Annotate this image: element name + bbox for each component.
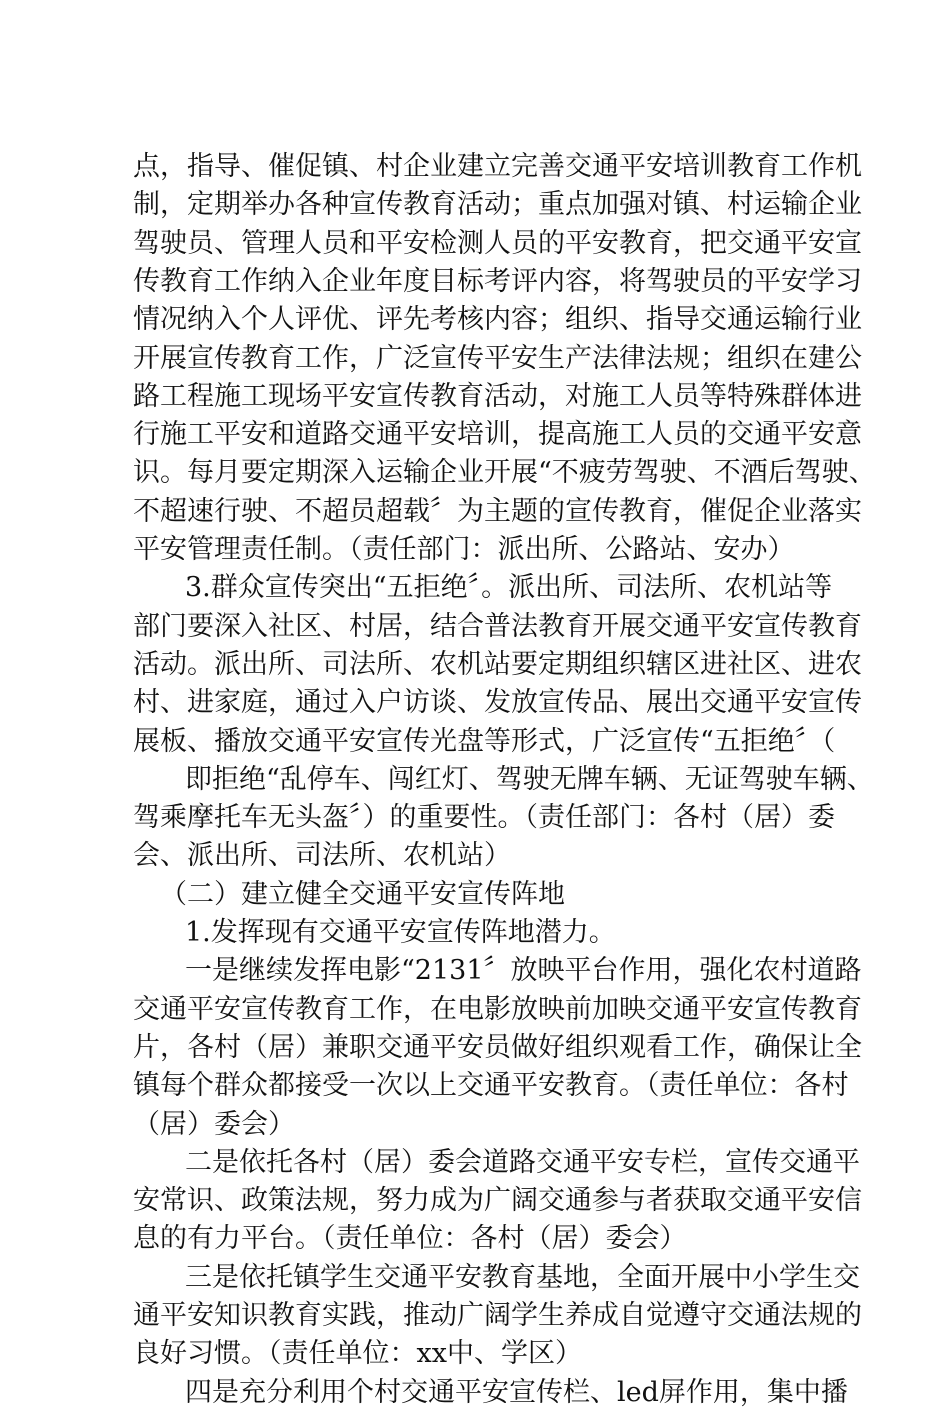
text-line: 三是依托镇学生交通平安教育基地，全面开展中小学生交: [185, 1261, 860, 1293]
text-line: 3.群众宣传突出“五拒绝〞。派出所、司法所、农机站等: [185, 572, 833, 604]
text-line: 通平安知识教育实践，推动广阔学生养成自觉遵守交通法规的: [133, 1300, 862, 1331]
section-heading: （二）建立健全交通平安宣传阵地: [160, 878, 565, 910]
text-line: 展板、播放交通平安宣传光盘等形式，广泛宣传“五拒绝〞（: [133, 725, 836, 757]
text-line: 二是依托各村（居）委会道路交通平安专栏，宣传交通平: [185, 1146, 860, 1178]
text-line: 开展宣传教育工作，广泛宣传平安生产法律法规；组织在建公: [133, 342, 862, 374]
text-line: 即拒绝“乱停车、闯红灯、驾驶无牌车辆、无证驾驶车辆、: [185, 763, 874, 795]
text-line: 四是充分利用个村交通平安宣传栏、led屏作用，集中播: [185, 1376, 848, 1408]
text-line: 交通平安宣传教育工作，在电影放映前加映交通平安宣传教育: [133, 993, 862, 1025]
text-line: 平安管理责任制。（责任部门：派出所、公路站、安办）: [133, 534, 795, 565]
text-line: 息的有力平台。（责任单位：各村（居）委会）: [133, 1223, 687, 1255]
text-line: 一是继续发挥电影“2131〞放映平台作用，强化农村道路: [185, 955, 862, 987]
text-line: 不超速行驶、不超员超载〞为主题的宣传教育，催促企业落实: [133, 495, 862, 527]
text-line: 情况纳入个人评优、评先考核内容；组织、指导交通运输行业: [133, 304, 862, 336]
text-line: 1.发挥现有交通平安宣传阵地潜力。: [185, 917, 616, 948]
text-line: 活动。派出所、司法所、农机站要定期组织辖区进社区、进农: [133, 648, 862, 680]
text-line: 点，指导、催促镇、村企业建立完善交通平安培训教育工作机: [133, 151, 862, 182]
text-line: （居）委会）: [133, 1108, 295, 1140]
text-line: 部门要深入社区、村居，结合普法教育开展交通平安宣传教育: [133, 610, 862, 642]
text-line: 会、派出所、司法所、农机站）: [133, 840, 511, 872]
text-line: 行施工平安和道路交通平安培训，提高施工人员的交通平安意: [133, 419, 862, 451]
text-line: 镇每个群众都接受一次以上交通平安教育。（责任单位：各村: [133, 1070, 849, 1102]
text-line: 村、进家庭，通过入户访谈、发放宣传品、展出交通平安宣传: [133, 687, 862, 719]
text-line: 路工程施工现场平安宣传教育活动，对施工人员等特殊群体进: [133, 380, 862, 412]
text-line: 驾驶员、管理人员和平安检测人员的平安教育，把交通平安宣: [133, 227, 862, 259]
text-line: 安常识、政策法规，努力成为广阔交通参与者获取交通平安信: [133, 1185, 862, 1217]
text-line: 驾乘摩托车无头盔〞）的重要性。（责任部门：各村（居）委: [133, 802, 835, 834]
text-line: 传教育工作纳入企业年度目标考评内容，将驾驶员的平安学习: [133, 265, 862, 297]
text-line: 识。每月要定期深入运输企业开展“不疲劳驾驶、不酒后驾驶、: [133, 457, 876, 489]
text-line: 良好习惯。（责任单位：xx中、学区）: [133, 1338, 582, 1370]
text-line: 制，定期举办各种宣传教育活动；重点加强对镇、村运输企业: [133, 189, 862, 221]
text-line: 片，各村（居）兼职交通平安员做好组织观看工作，确保让全: [133, 1031, 862, 1063]
